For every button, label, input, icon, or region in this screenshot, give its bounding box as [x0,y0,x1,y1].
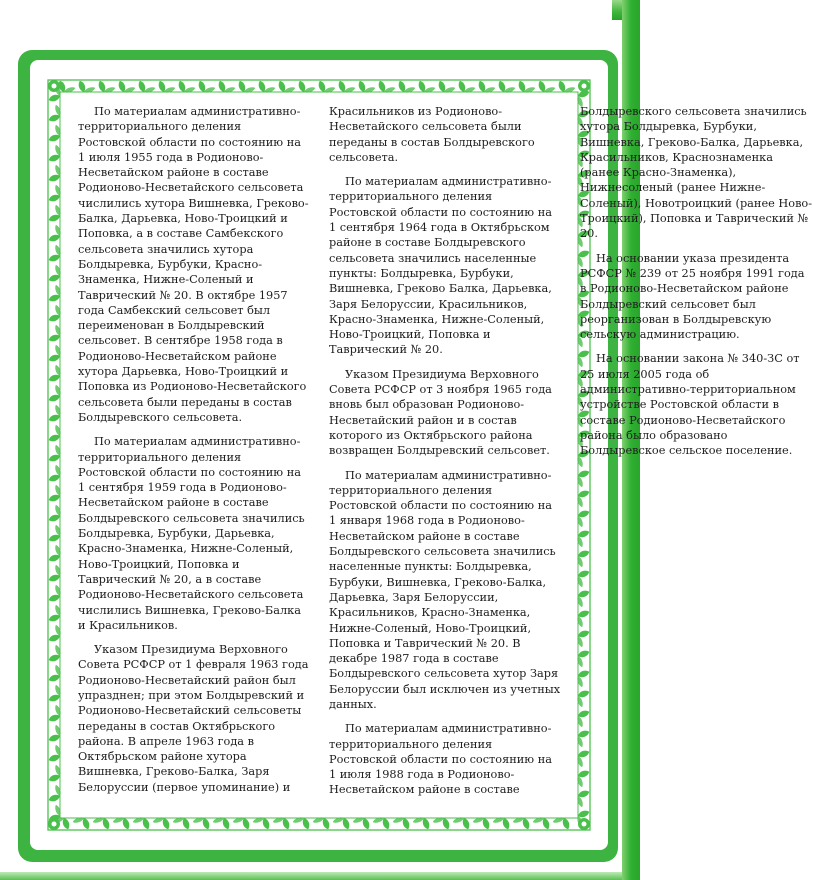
paragraph-3: Указом Президиума Верховного Совета РСФСР от 1 февраля 1963 года Родионово-Несветайский район был упразднен; при этом Болдыревский и Родионово-Несветайский сельсоветы переданы в состав Октябрьского района. В апреле 1963 года в Октябрьском районе хутора Вишневка, Греково-Балка, Заря Белоруссии (первое упоминание) и Красильников из Родионово-Несветайского сельсовета были переданы в состав Болдыревского сельсовета. [78,105,535,794]
paragraph-8: На основании указа президента РСФСР № 239 от 25 ноября 1991 года в Родионово-Несветайском районе Болдыревский сельсовет был реорганизован в Болдыревскую сельскую администрацию. [580,251,805,342]
paragraph-4: По материалам административно-территориального деления Ростовской области по состоянию на 1 сентября 1964 года в Октябрьском районе в составе Болдыревского сельсовета значились населенные пункты: Болдыревка, Бурбуки, Вишневка, Греково Балка, Дарьевка, Заря Белоруссии, Красильников, Красно-Знаменка, Нижне-Соленый, Ново-Троицкий, Поповка и Таврический № 20. [329,175,552,357]
article-text [78,104,813,804]
top-green-edge [0,0,640,20]
paragraph-5: Указом Президиума Верховного Совета РСФСР от 3 ноября 1965 года вновь был образован Родионово-Несветайский район и в состав которого из Октябрьского района возвращен Болдыревский сельсовет. [329,367,552,458]
bottom-green-edge [0,872,622,880]
paragraph-2: По материалам административно-территориального деления Ростовской области по состоянию на 1 сентября 1959 года в Родионово-Несветайском районе в составе Болдыревского сельсовета значились Болдыревка, Бурбуки, Дарьевка, Красно-Знаменка, Нижне-Соленый, Ново-Троицкий, Поповка и Таврический № 20, а в составе Родионово-Несветайского сельсовета числились Вишневка, Греково-Балка и Красильников. [78,435,305,632]
paragraph-1: По материалам административно-территориального деления Ростовской области по состоянию на 1 июля 1955 года в Родионово-Несветайском районе в составе Родионово-Несветайского сельсовета числились хутора Вишневка, Греково-Балка, Дарьевка, Ново-Троицкий и Поповка, а в составе Самбекского сельсовета значились хутора Болдыревка, Бурбуки, Красно-Знаменка, Нижне-Соленый и Таврический № 20. В октябре 1957 года Самбекский сельсовет был переименован в Болдыревский сельсовет. В сентябре 1958 года в Родионово-Несветайском районе хутора Дарьевка, Ново-Троицкий и Поповка из Родионово-Несветайского сельсовета были переданы в состав Болдыревского сельсовета. [78,105,309,424]
paragraph-9: На основании закона № 340-ЗС от 25 июля 2005 года об административно-территориальном устройстве Ростовской области в составе Родионово-Несветайского района было образовано Болдыревское сельское поселение. [580,352,800,458]
paragraph-6: По материалам административно-территориального деления Ростовской области по состоянию на 1 января 1968 года в Родионово-Несветайском районе в составе Болдыревского сельсовета значились населенные пункты: Болдыревка, Бурбуки, Вишневка, Греково-Балка, Дарьевка, Заря Белоруссии, Красильников, Красно-Знаменка, Нижне-Соленый, Ново-Троицкий, Поповка и Таврический № 20. В декабре 1987 года в составе Болдыревского сельсовета хутор Заря Белоруссии был исключен из учетных данных. [329,468,561,711]
paragraph-7: По материалам административно-территориального деления Ростовской области по состоянию на 1 июля 1988 года в Родионово-Несветайском районе в составе Болдыревского сельсовета значились хутора Болдыревка, Бурбуки, Вишневка, Греково-Балка, Дарьевка, Красильников, Краснознаменка (ранее Красно-Знаменка), Нижнесоленый (ранее Нижне-Соленый), Новотроицкий (ранее Ново-Троицкий), Поповка и Таврический № 20. [329,105,813,797]
